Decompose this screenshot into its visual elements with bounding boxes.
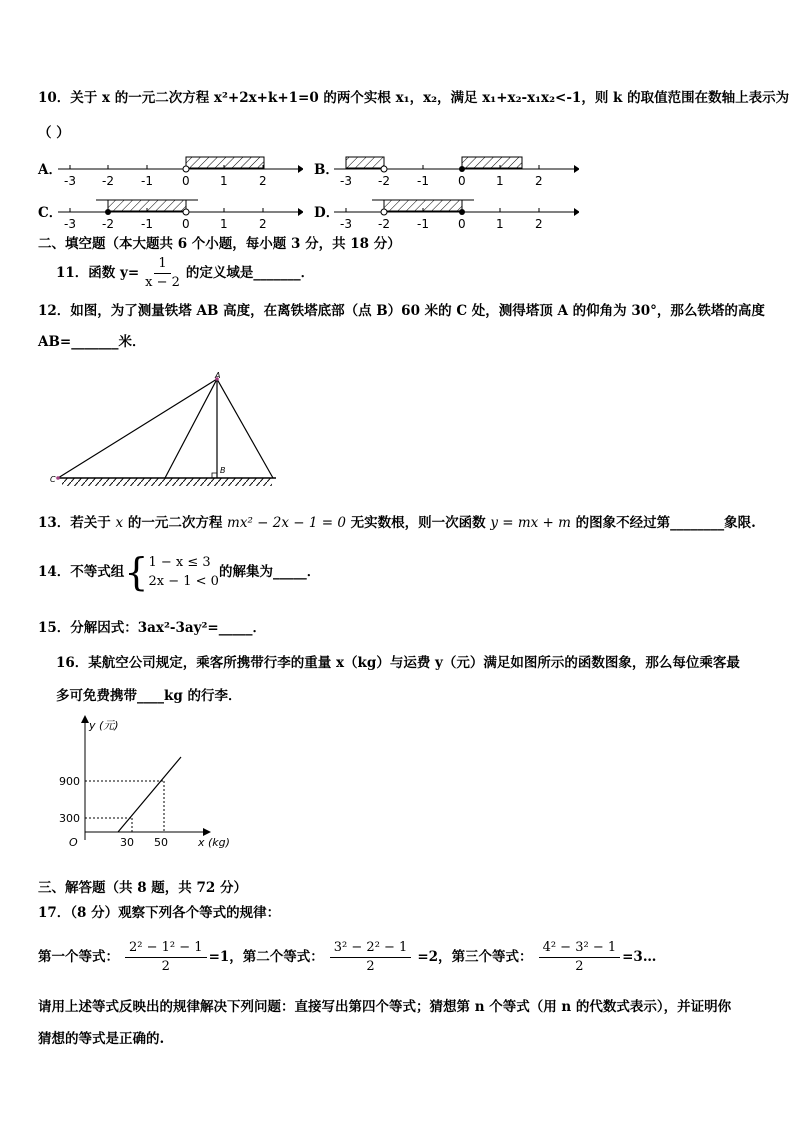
tick-label: 0 [458,174,466,188]
number-line-b [334,155,579,195]
q12-line1: 12．如图，为了测量铁塔 AB 高度，在离铁塔底部（点 B）60 米的 C 处，测得塔顶 A 的仰角为 30°，那么铁塔的高度 [38,303,765,319]
option-d-label: D． [314,205,340,221]
tick-label: -2 [102,217,114,231]
tick-label: -2 [378,174,390,188]
q13-mid2: 无实数根，则一次函数 [345,515,491,531]
eq1-den: 2 [161,958,170,974]
eq3-label: 第三个等式： [451,949,533,965]
option-c-label: C． [38,205,63,221]
q13-x: x [115,515,124,531]
q14-row2: 2x − 1 < 0 [148,574,219,589]
q15: 15．分解因式：3ax²-3ay²=_____． [38,620,266,636]
q13-function: y = mx + m [490,515,571,531]
tick-label: -1 [141,217,153,231]
eq3-num: 4² − 3² − 1 [539,940,621,958]
label-a: A [215,371,221,380]
tick-label: 0 [182,174,190,188]
tick-label: 2 [535,174,543,188]
y-tick-label: 900 [59,775,80,788]
tick-label: 1 [496,174,504,188]
eq3-fraction [539,940,621,974]
q16-line2: 多可免费携带____kg 的行李． [56,688,242,704]
q16-line1: 16．某航空公司规定，乘客所携带行李的重量 x（kg）与运费 y（元）满足如图所示的函数图象，那么每位乘客最 [56,655,740,671]
eq1-result: =1， [208,949,243,965]
tick-label: -3 [340,174,352,188]
eq2-den: 2 [366,958,375,974]
tick-label: 2 [259,217,267,231]
q12-line2: AB=_______米． [38,334,146,350]
option-b-label: B． [314,162,339,178]
q14 [38,550,321,594]
label-b: B [220,466,226,475]
x-tick-label: 50 [154,836,168,849]
q13-suffix: 的图象不经过第________象限. [570,515,756,531]
luggage-chart [55,715,245,855]
tick-label: 1 [220,174,228,188]
eq1-label: 第一个等式： [38,949,119,965]
tick-label: 2 [535,217,543,231]
tick-label: -1 [417,217,429,231]
q13-mid: 的一元二次方程 [123,515,228,531]
x-axis-label: x (kg) [198,836,230,849]
eq1-num: 2² − 1² − 1 [125,940,207,958]
tick-label: -2 [378,217,390,231]
tick-label: 0 [458,217,466,231]
eq1-fraction [125,940,207,974]
section2-title: 二、填空题（本大题共 6 个小题，每小题 3 分，共 18 分） [38,236,401,252]
tick-label: -3 [340,217,352,231]
q13-prefix: 13．若关于 [38,515,116,531]
y-tick-label: 300 [59,812,80,825]
origin-label: O [69,836,78,849]
brace-icon: { [124,550,149,594]
q13-equation: mx² − 2x − 1 = 0 [227,515,346,531]
q10-paren: （ ） [38,125,70,141]
q11-fraction [141,256,184,290]
q14-system [148,553,218,591]
tick-label: 1 [220,217,228,231]
q17-line3: 请用上述等式反映出的规律解决下列问题：直接写出第四个等式；猜想第 n 个等式（用 n 的代数式表示），并证明你 [38,999,732,1015]
eq2-num: 3² − 2² − 1 [330,940,412,958]
q17-line1: 17．（8 分）观察下列各个等式的规律： [38,905,281,921]
q14-suffix: 的解集为_____． [218,563,321,580]
tick-label: -3 [64,174,76,188]
q17-line4: 猜想的等式是正确的. [38,1031,165,1047]
eq2-result: =2， [417,949,452,965]
x-tick-label: 30 [120,836,134,849]
y-axis-label: y (元) [89,719,119,732]
q14-prefix: 14．不等式组 [38,563,125,580]
q11-prefix: 11．函数 y= [56,265,140,281]
tower-diagram [50,370,290,490]
q11-suffix: 的定义域是_______． [185,265,315,281]
eq3-den: 2 [575,958,584,974]
tick-label: 2 [259,174,267,188]
q11 [56,256,314,290]
label-c: C [50,475,56,484]
tick-label: -1 [141,174,153,188]
q11-num: 1 [154,256,170,274]
tick-label: -2 [102,174,114,188]
q10-line1: 10．关于 x 的一元二次方程 x²+2x+k+1=0 的两个实根 x₁，x₂，满足 x₁+x₂-x₁x₂<-1，则 k 的取值范围在数轴上表示为 [38,90,790,106]
q13 [38,515,756,531]
tick-label: -3 [64,217,76,231]
tick-label: 1 [496,217,504,231]
tick-label: -1 [417,174,429,188]
section3-title: 三、解答题（共 8 题，共 72 分） [38,880,247,896]
q11-den: x − 2 [145,274,180,290]
eq3-result: =3… [622,949,657,965]
tick-label: 0 [182,217,190,231]
number-line-c [58,198,303,238]
q14-row1: 1 − x ≤ 3 [148,555,211,570]
eq2-label: 第二个等式： [242,949,324,965]
q17-equations [38,940,656,974]
number-line-d [334,198,579,238]
number-line-a [58,155,303,195]
eq2-fraction [330,940,412,974]
option-a-label: A． [38,162,62,178]
